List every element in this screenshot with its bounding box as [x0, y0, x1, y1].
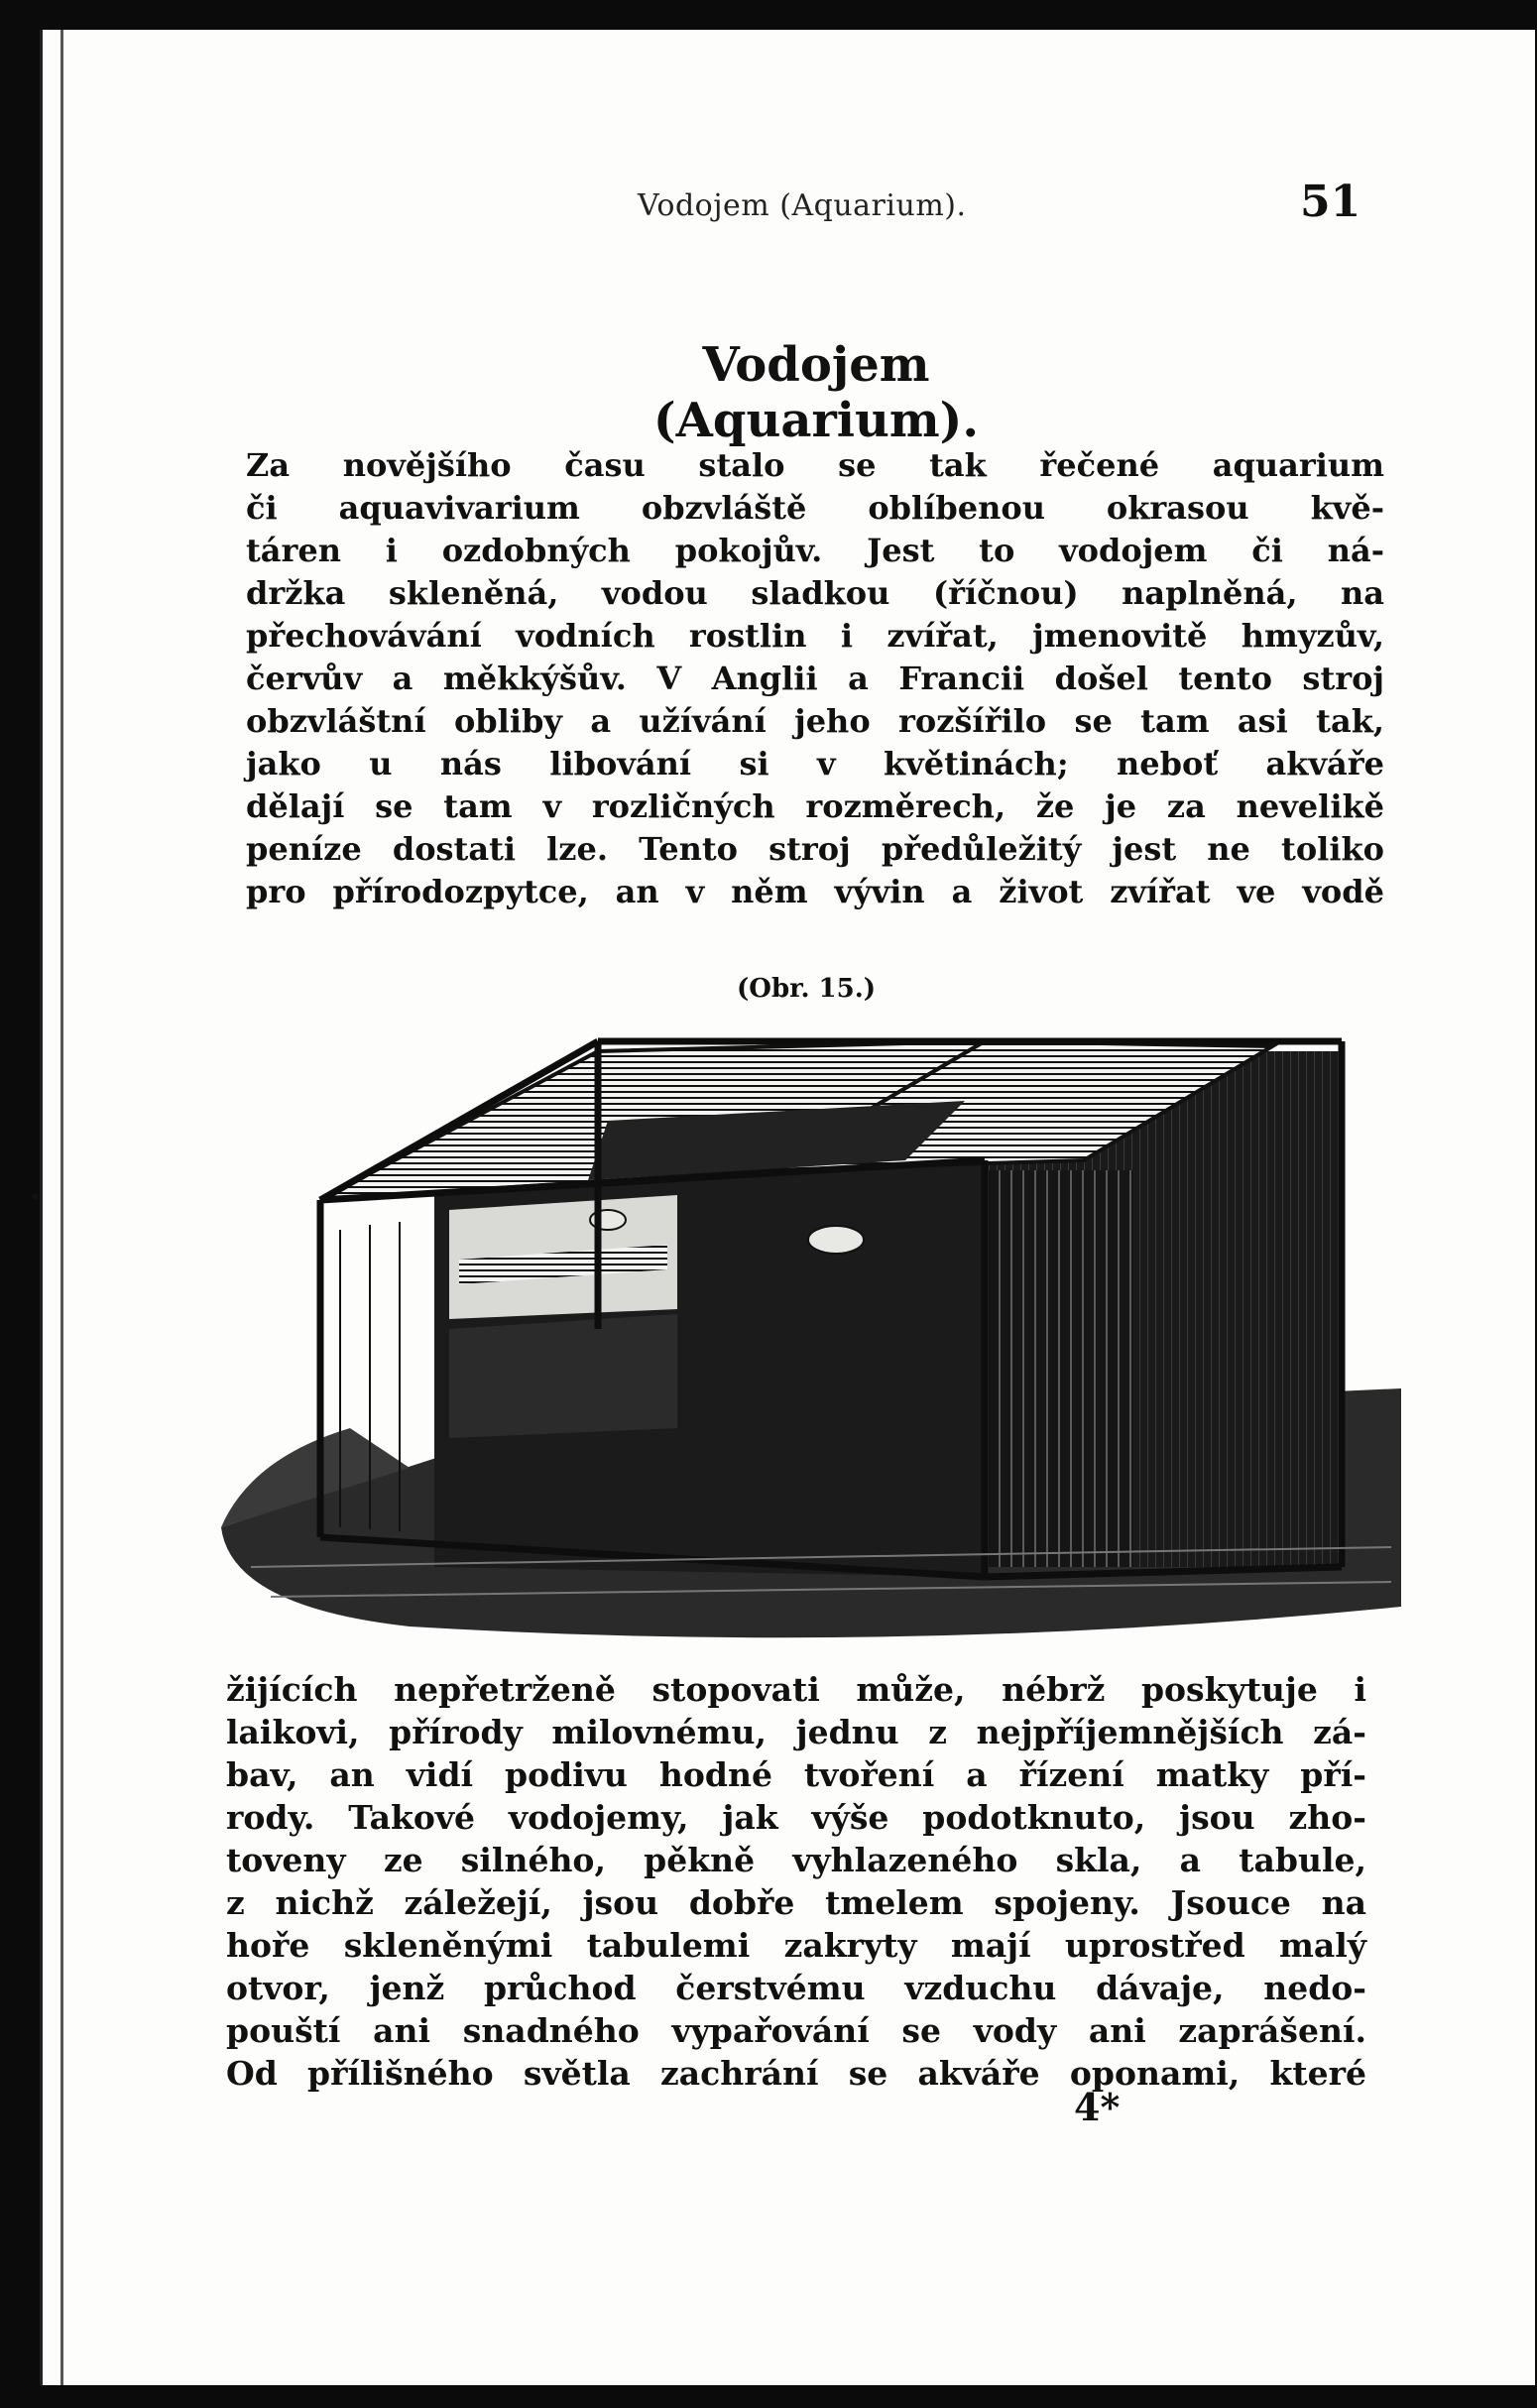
- aquarium-illustration: [211, 1012, 1411, 1656]
- running-head: Vodojem (Aquarium).: [638, 188, 967, 223]
- figure-caption: (Obr. 15.): [737, 974, 877, 1004]
- text-line: jako u nás libování si v květinách; neboť akváře: [246, 745, 1384, 783]
- text-line: či aquavivarium obzvláště oblíbenou okrasou kvě-: [246, 489, 1384, 527]
- text-line: hoře skleněnými tabulemi zakryty mají uprostřed malý: [226, 1926, 1366, 1965]
- text-line: obzvláštní obliby a užívání jeho rozšířilo se tam asi tak,: [246, 702, 1384, 740]
- text-line: pro přírodozpytce, an v něm vývin a život zvířat ve vodě: [246, 873, 1384, 910]
- text-line: laikovi, přírody milovnému, jednu z nejpříjemnějších zá-: [226, 1713, 1366, 1751]
- text-line: otvor, jenž průchod čerstvému vzduchu dávaje, nedo-: [226, 1969, 1366, 2007]
- margin-mark: •: [29, 1186, 42, 1211]
- text-line: Za novějšího času stalo se tak řečené aquarium: [246, 446, 1384, 484]
- page-title: Vodojem (Aquarium).: [652, 337, 980, 448]
- signature-mark: 4*: [1074, 2085, 1121, 2129]
- text-line: táren i ozdobných pokojův. Jest to vodojem či ná-: [246, 532, 1384, 569]
- text-line: bav, an vidí podivu hodné tvoření a řízení matky pří-: [226, 1755, 1366, 1794]
- page-number: 51: [1300, 177, 1361, 227]
- page-fold-line: [60, 30, 63, 2385]
- paragraph-1: [246, 444, 1384, 913]
- text-line: žijících nepřetrženě stopovati může, nébrž poskytuje i: [226, 1670, 1366, 1709]
- text-line: pouští ani snadného vypařování se vody ani zaprášení.: [226, 2011, 1366, 2050]
- text-line: toveny ze silného, pěkně vyhlazeného skla, a tabule,: [226, 1841, 1366, 1879]
- text-line: dělají se tam v rozličných rozměrech, že je za nevelikě: [246, 787, 1384, 825]
- paragraph-2: [226, 1668, 1366, 2095]
- text-line: červův a měkkýšův. V Anglii a Francii došel tento stroj: [246, 660, 1384, 697]
- text-line: rody. Takové vodojemy, jak výše podotknuto, jsou zho-: [226, 1798, 1366, 1837]
- text-line: držka skleněná, vodou sladkou (říčnou) naplněná, na: [246, 574, 1384, 612]
- book-page: [29, 30, 1535, 2385]
- text-line: Od přílišného světla zachrání se akváře oponami, které: [226, 2054, 1366, 2093]
- text-line: peníze dostati lze. Tento stroj předůležitý jest ne toliko: [246, 830, 1384, 868]
- text-line: z nichž záležejí, jsou dobře tmelem spojeny. Jsouce na: [226, 1883, 1366, 1922]
- text-line: přechovávání vodních rostlin i zvířat, jmenovitě hmyzův,: [246, 617, 1384, 655]
